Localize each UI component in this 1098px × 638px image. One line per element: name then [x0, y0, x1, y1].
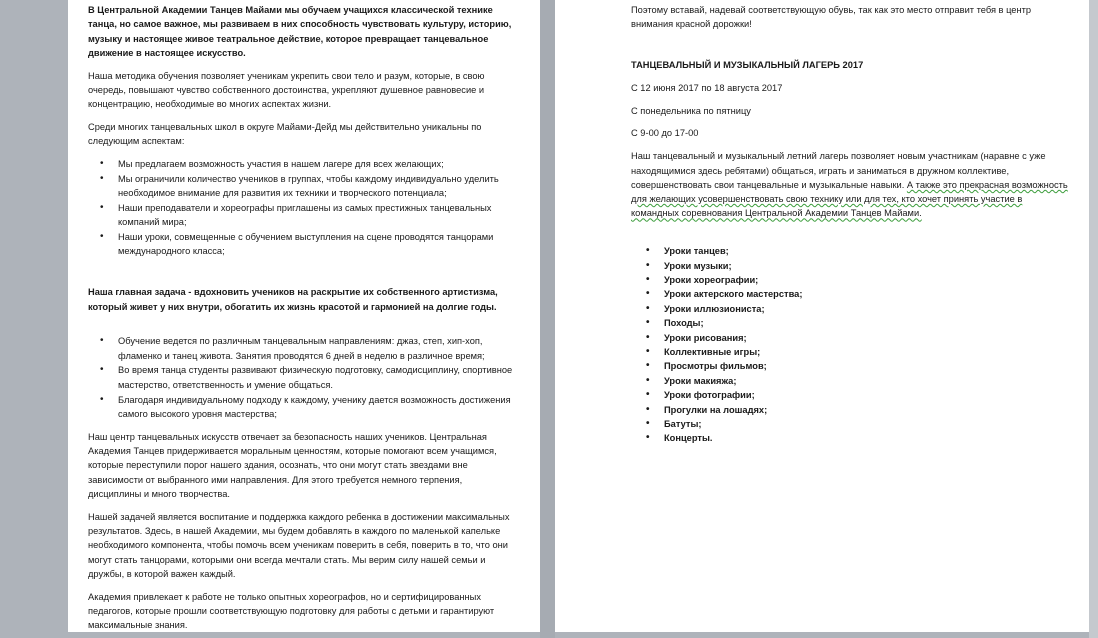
list-item: • Обучение ведется по различным танцевальным направлениям: джаз, степ, хип-хоп, фламенко и танец живота. Занятия проводятся 6 дней в неделю в различное время;	[118, 334, 513, 363]
unique-intro-paragraph: Среди многих танцевальных школ в округе Майами-Дейд мы действительно уникальны по следующим аспектам:	[88, 122, 482, 147]
camp-hours: С 9-00 до 17-00	[631, 128, 699, 139]
list-item: • Коллективные игры;	[664, 345, 1071, 359]
camp-description	[631, 149, 1071, 220]
list-item: • Уроки фотографии;	[664, 388, 1071, 402]
staff-paragraph: Академия привлекает к работе не только опытных хореографов, но и сертифицированных педагогов, которые прошли соответствующую подготовку для работы с детьми и гарантируют максимальные знания.	[88, 591, 495, 631]
unique-list	[88, 157, 513, 259]
workspace-edge	[1089, 0, 1098, 638]
list-item: • Мы ограничили количество учеников в группах, чтобы каждому индивидуально уделить необходимое внимание для развития их техники и творческого потенциала;	[118, 172, 513, 201]
document-page-right[interactable]	[555, 0, 1089, 632]
spacer	[631, 40, 1071, 58]
spacer	[88, 322, 513, 334]
camp-description-text: Наш танцевальный и музыкальный летний лагерь позволяет новым участникам (наравне с уже находящимися здесь ребятами) общаться, играть и заниматься в дружном коллективе, совершенствовать свои танцевальные и музыкальные навыки.	[631, 151, 1046, 190]
main-goal-paragraph: Наша главная задача - вдохновить учеников на раскрытие их собственного артистизма, который живет у них внутри, обогатить их жизнь красотой и гармонией на долгие годы.	[88, 287, 498, 312]
training-list	[88, 334, 513, 421]
list-item: • Батуты;	[664, 417, 1071, 431]
list-item: • Мы предлагаем возможность участия в нашем лагере для всех желающих;	[118, 157, 513, 171]
shoes-paragraph: Поэтому вставай, надевай соответствующую обувь, так как это место отправит тебя в центр внимания красной дорожки!	[631, 5, 1032, 30]
document-page-left[interactable]	[68, 0, 540, 632]
intro-paragraph: В Центральной Академии Танцев Майами мы обучаем учащихся классической технике танца, но самое важное, мы развиваем в них способность чувствовать культуру, историю, музыку и настоящее живое театральное действие, которое превращает танцевальное движение в настоящее искусство.	[88, 5, 512, 58]
task-paragraph: Нашей задачей является воспитание и поддержка каждого ребенка в достижении максимальных результатов. Здесь, в нашей Академии, мы будем добавлять в каждого по маленькой капельке необходимого компонента, чтобы помочь всем ученикам поверить в себя, поверить в то, что они могут стать танцорами, которыми они всегда мечтали стать. Мы верим силу нашей семьи и дружбы, в которой важен каждый.	[88, 511, 510, 579]
grammar-marked-text: А также это прекрасная возможность для желающих усовершенствовать свою технику или для тех, кто хочет принять участие в командных соревнования Центральной Академии Танцев Майами.	[631, 179, 1068, 219]
list-item: • Уроки актерского мастерства;	[664, 287, 1071, 301]
list-item: • Концерты.	[664, 431, 1071, 445]
list-item: • Благодаря индивидуальному подходу к каждому, ученику дается возможность достижения самого высокого уровня мастерства;	[118, 393, 513, 422]
list-item: • Просмотры фильмов;	[664, 359, 1071, 373]
list-item: • Уроки танцев;	[664, 244, 1071, 258]
method-paragraph: Наша методика обучения позволяет ученикам укрепить свои тело и разум, которые, в свою очередь, повышают чувство собственного достоинства, укрепляют душевное равновесие и концентрацию, необходимые во многих аспектах жизни.	[88, 70, 485, 110]
page-right-content	[631, 3, 1071, 454]
camp-days: С понедельника по пятницу	[631, 105, 751, 116]
camp-activities-list	[631, 244, 1071, 445]
safety-paragraph: Наш центр танцевальных искусств отвечает за безопасность наших учеников. Центральная Академия Танцев придерживается моральным ценностям, которые помогают всем учащимся, которые переступили порог нашего здания, осознать, что они могут стать звездами вне зависимости от выбранного ими направления. Для этого требуется немного терпения, дисциплины и много творчества.	[88, 431, 497, 499]
list-item: • Прогулки на лошадях;	[664, 403, 1071, 417]
list-item: • Уроки рисования;	[664, 331, 1071, 345]
list-item: • Наши преподаватели и хореографы приглашены из самых престижных танцевальных компаний мира;	[118, 201, 513, 230]
list-item: • Наши уроки, совмещенные с обучением выступления на сцене проводятся танцорами международного класса;	[118, 230, 513, 259]
page-left-content	[88, 3, 513, 632]
list-item: • Уроки хореографии;	[664, 273, 1071, 287]
page-gap	[540, 0, 555, 638]
camp-title: ТАНЦЕВАЛЬНЫЙ И МУЗЫКАЛЬНЫЙ ЛАГЕРЬ 2017	[631, 60, 864, 71]
list-item: • Уроки музыки;	[664, 259, 1071, 273]
list-item: • Походы;	[664, 316, 1071, 330]
camp-dates: С 12 июня 2017 по 18 августа 2017	[631, 82, 783, 93]
list-item: • Уроки макияжа;	[664, 374, 1071, 388]
list-item: • Уроки иллюзиониста;	[664, 302, 1071, 316]
spacer	[631, 229, 1071, 241]
spacer	[88, 267, 513, 285]
list-item: • Во время танца студенты развивают физическую подготовку, самодисциплину, спортивное мастерство, ответственность и умение общаться.	[118, 363, 513, 392]
